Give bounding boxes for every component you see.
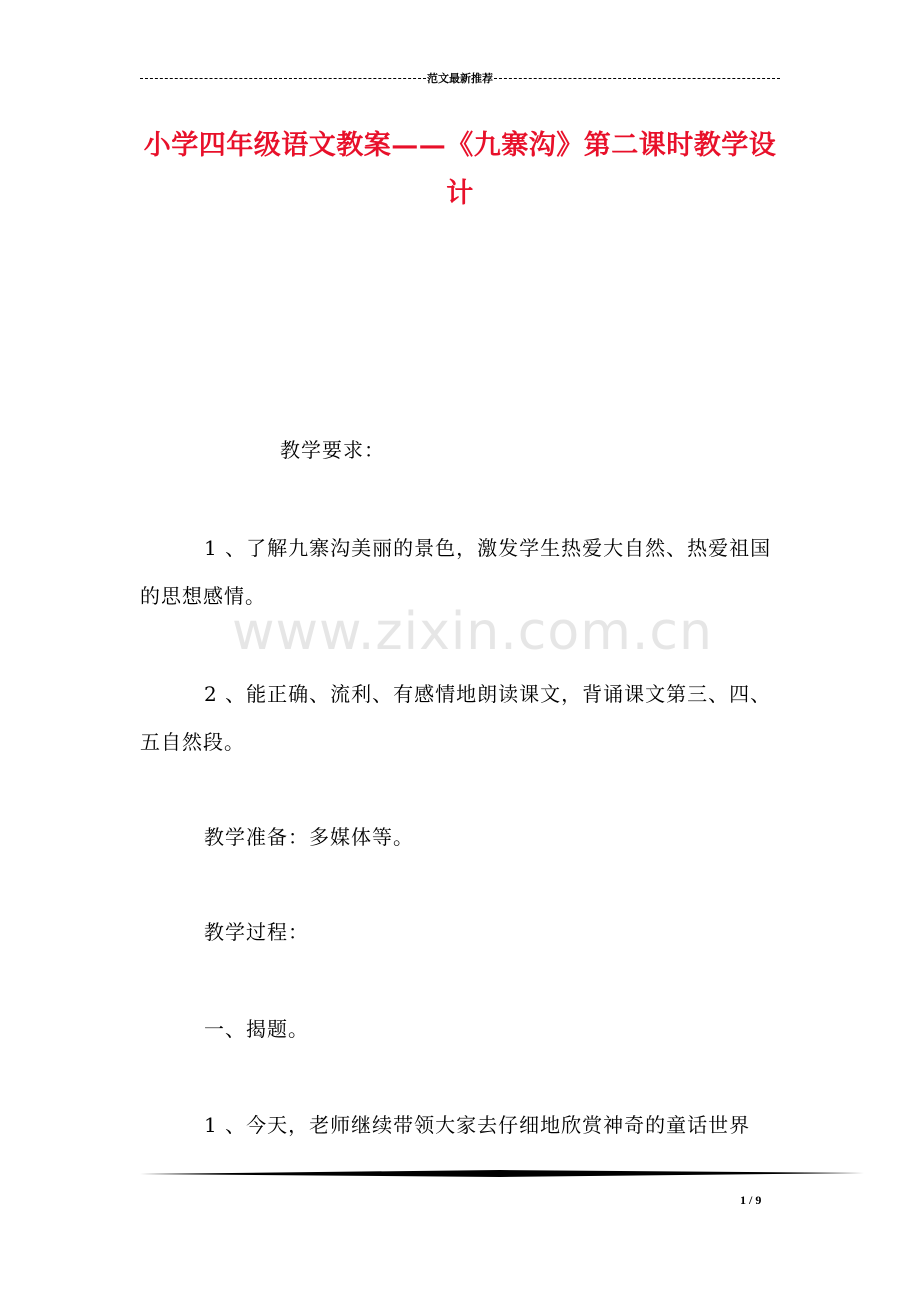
requirements-heading: 教学要求： xyxy=(280,438,385,462)
header-dash-left xyxy=(140,78,426,79)
page-number: 1 / 9 xyxy=(740,1193,762,1207)
requirement-item-2: 2 、能正确、流利、有感情地朗读课文，背诵课文第三、四、五自然段。 xyxy=(140,682,772,754)
preparation-line: 教学准备：多媒体等。 xyxy=(204,825,414,849)
requirement-item-1: 1 、了解九寨沟美丽的景色，激发学生热爱大自然、热爱祖国的思想感情。 xyxy=(140,536,772,608)
header-dash-right xyxy=(494,78,780,79)
process-heading: 教学过程： xyxy=(204,920,309,944)
header-label: 范文最新推荐 xyxy=(427,72,493,85)
title-line-2: 计 xyxy=(446,178,474,209)
title-line-1: 小学四年级语文教案——《九寨沟》第二课时教学设 xyxy=(143,130,777,161)
watermark: www.zixin.com.cn xyxy=(232,602,713,662)
step-1-item-1: 1 、今天，老师继续带领大家去仔细地欣赏神奇的童话世界 xyxy=(204,1113,751,1137)
document-title xyxy=(140,122,780,218)
page-header xyxy=(140,70,780,86)
footer-rule xyxy=(140,1168,864,1180)
step-1-heading: 一、揭题。 xyxy=(204,1017,309,1041)
